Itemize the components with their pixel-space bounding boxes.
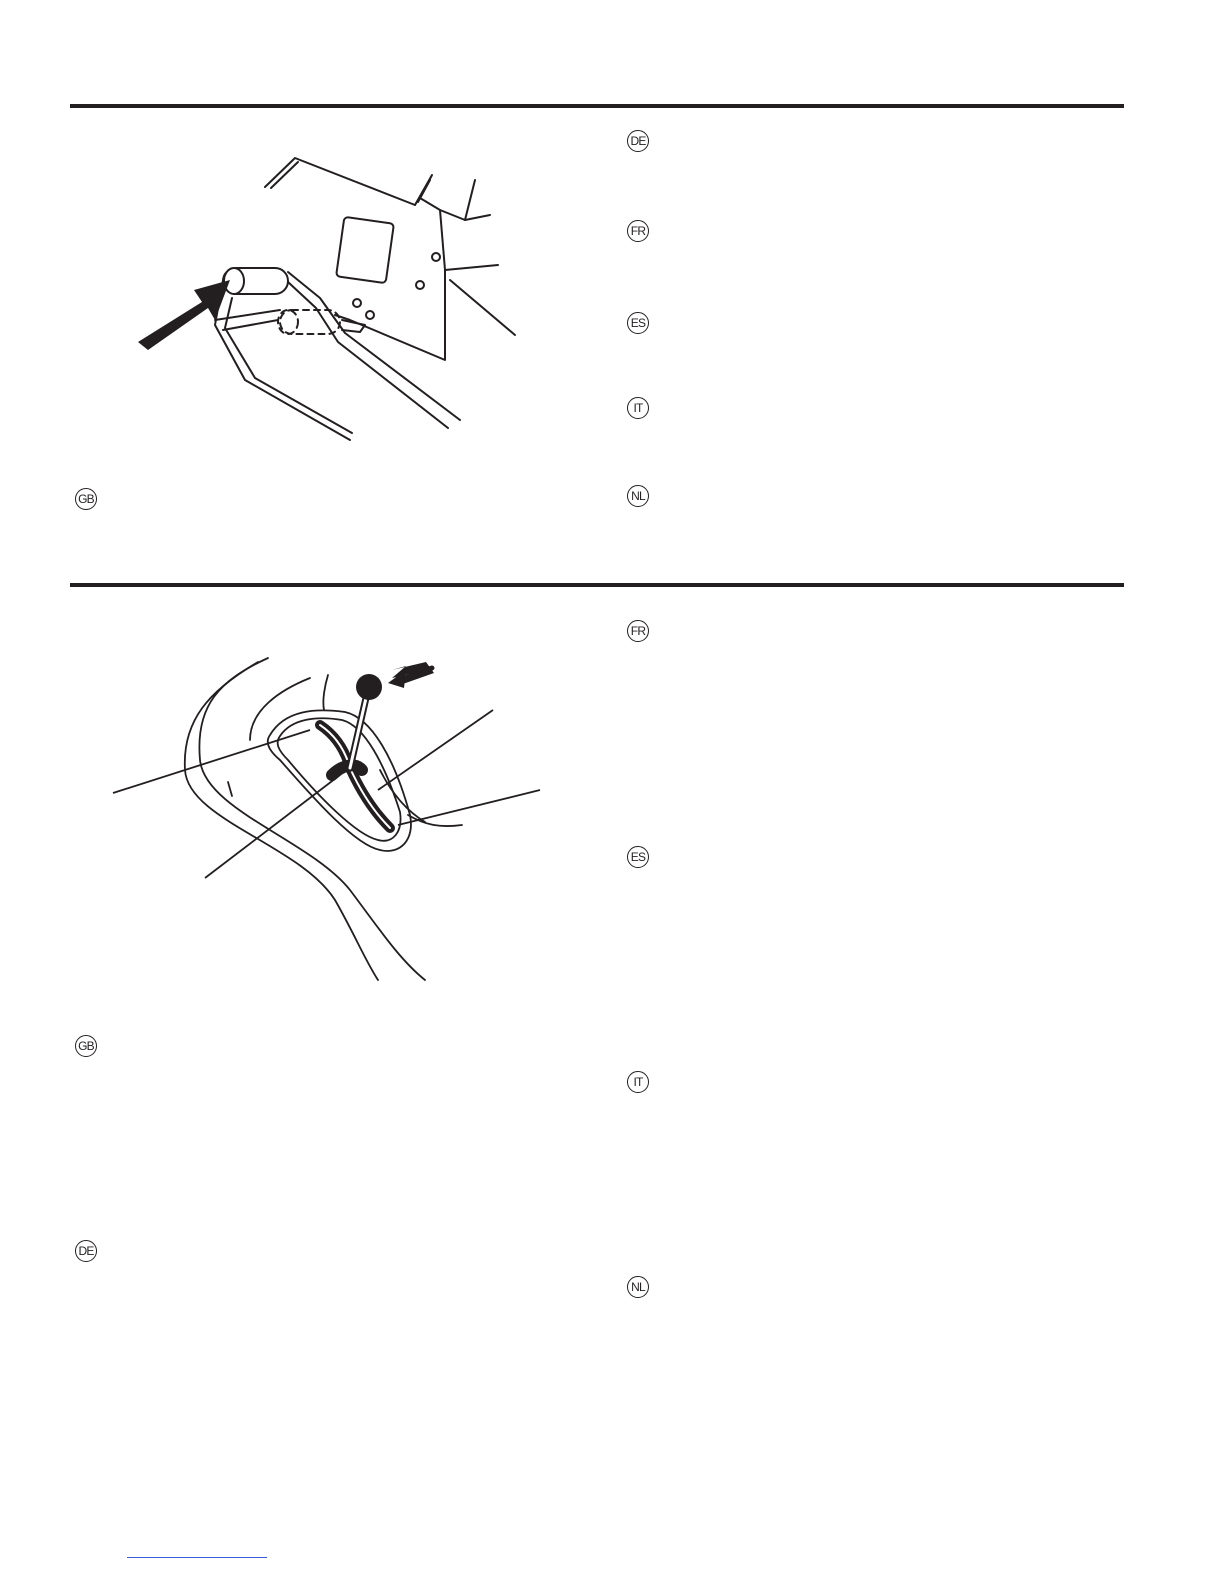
section-1-rule xyxy=(70,104,1124,108)
section-2-rule xyxy=(70,583,1124,587)
language-badge-de: DE xyxy=(75,1240,97,1262)
language-badge-de: DE xyxy=(627,130,649,152)
arrow-icon xyxy=(138,280,230,350)
figure-2-illustration xyxy=(110,650,550,990)
language-badge-it: IT xyxy=(627,397,649,419)
language-badge-gb: GB xyxy=(75,488,97,510)
footer-link-underline[interactable] xyxy=(127,1557,267,1558)
language-badge-es: ES xyxy=(627,312,649,334)
language-badge-nl: NL xyxy=(627,1276,649,1298)
language-badge-fr: FR xyxy=(627,220,649,242)
lever-knob-icon xyxy=(356,674,382,700)
language-badge-gb: GB xyxy=(75,1035,97,1057)
figure-1-illustration xyxy=(120,150,520,450)
language-badge-it: IT xyxy=(627,1071,649,1093)
language-badge-nl: NL xyxy=(627,485,649,507)
language-badge-fr: FR xyxy=(627,620,649,642)
language-badge-es: ES xyxy=(627,846,649,868)
